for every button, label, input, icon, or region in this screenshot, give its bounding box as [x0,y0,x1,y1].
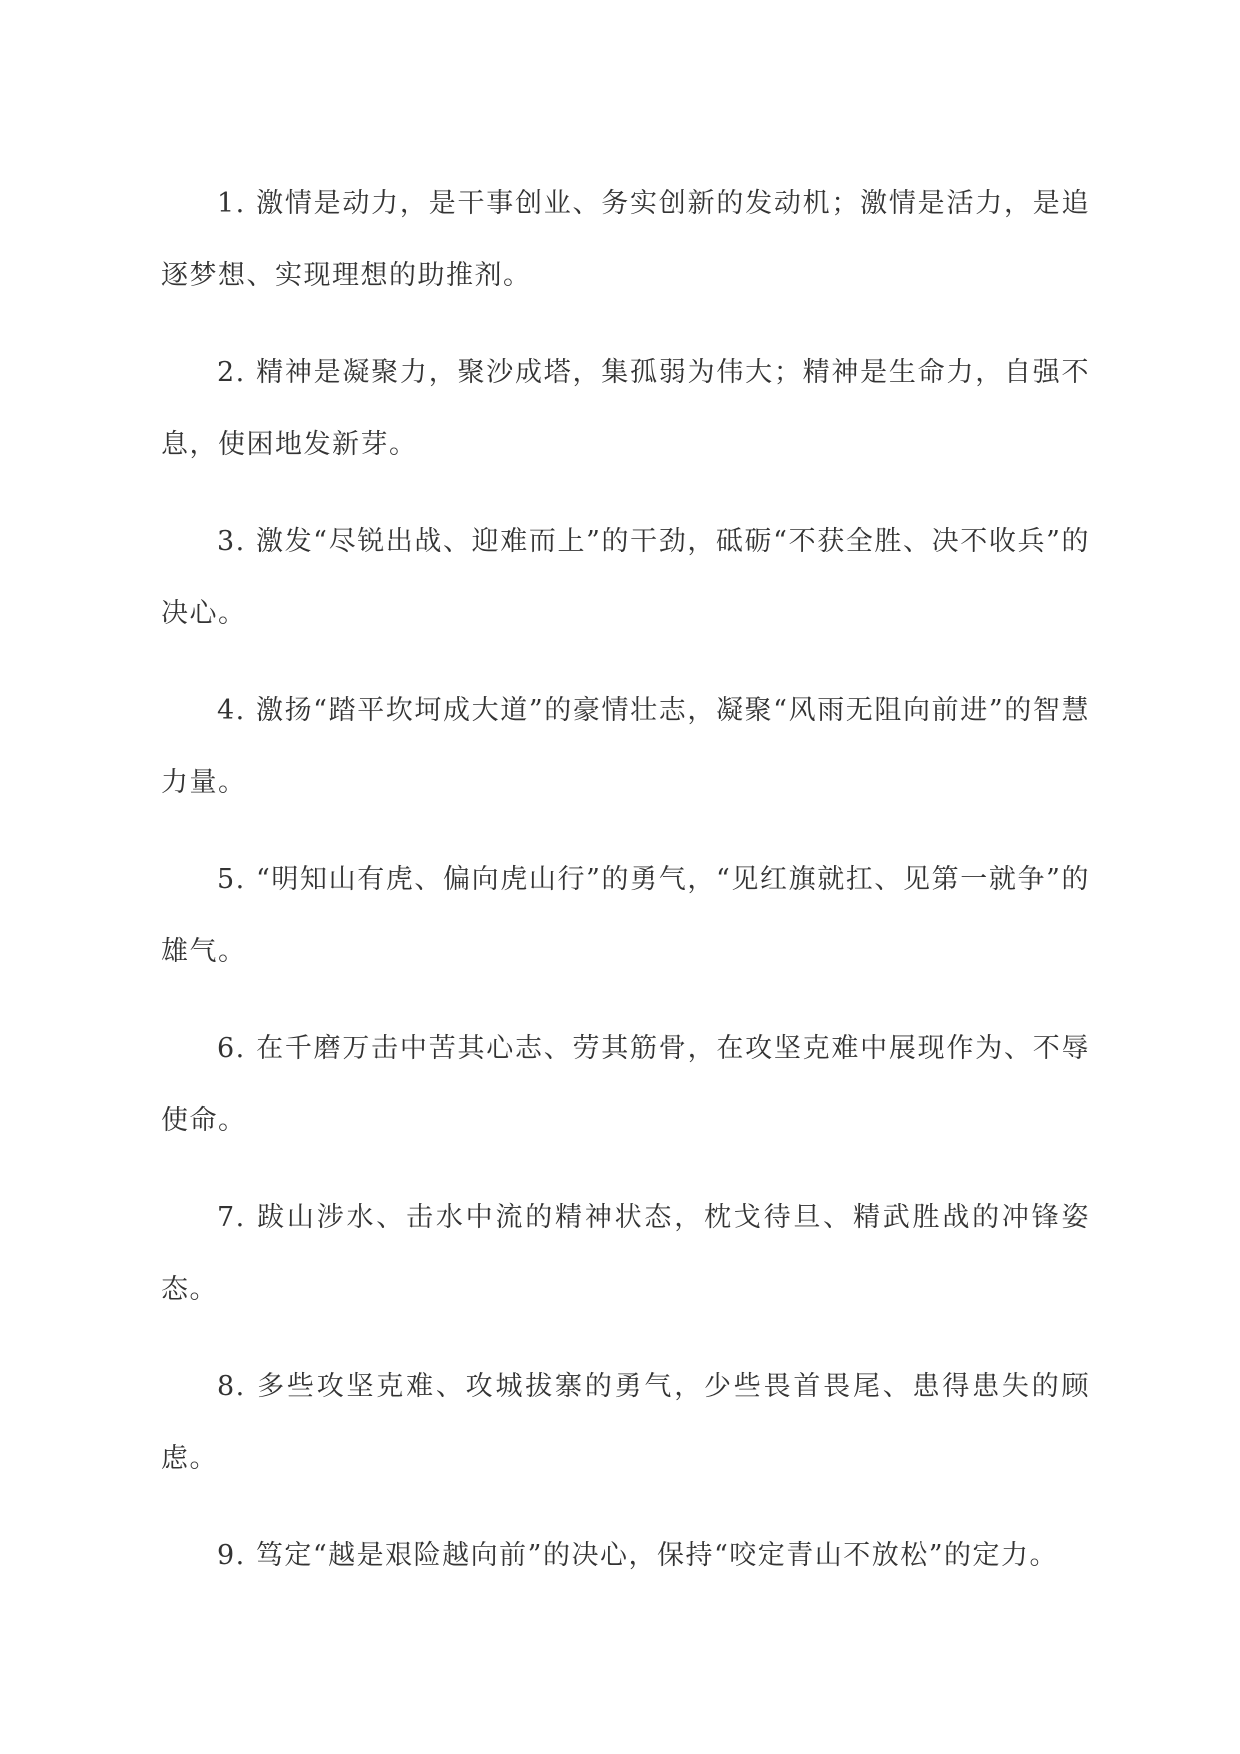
paragraph-3: 3. 激发“尽锐出战、迎难而上”的干劲，砥砺“不获全胜、决不收兵”的决心。 [161,526,1090,629]
paragraph-8: 8. 多些攻坚克难、攻城拔寨的勇气，少些畏首畏尾、患得患失的顾虑。 [161,1371,1090,1474]
paragraph-4: 4. 激扬“踏平坎坷成大道”的豪情壮志，凝聚“风雨无阻向前进”的智慧力量。 [161,695,1090,798]
paragraph-5: 5. “明知山有虎、偏向虎山行”的勇气，“见红旗就扛、见第一就争”的雄气。 [161,864,1090,967]
paragraph-1: 1. 激情是动力，是干事创业、务实创新的发动机；激情是活力，是追逐梦想、实现理想的助推剂。 [161,188,1090,291]
paragraph-7: 7. 跋山涉水、击水中流的精神状态，枕戈待旦、精武胜战的冲锋姿态。 [161,1202,1090,1305]
paragraph-6: 6. 在千磨万击中苦其心志、劳其筋骨，在攻坚克难中展现作为、不辱使命。 [161,1033,1090,1136]
paragraph-9: 9. 笃定“越是艰险越向前”的决心，保持“咬定青山不放松”的定力。 [217,1540,1059,1571]
document-body [161,168,1090,1617]
paragraph-2: 2. 精神是凝聚力，聚沙成塔，集孤弱为伟大；精神是生命力，自强不息，使困地发新芽。 [161,357,1090,460]
